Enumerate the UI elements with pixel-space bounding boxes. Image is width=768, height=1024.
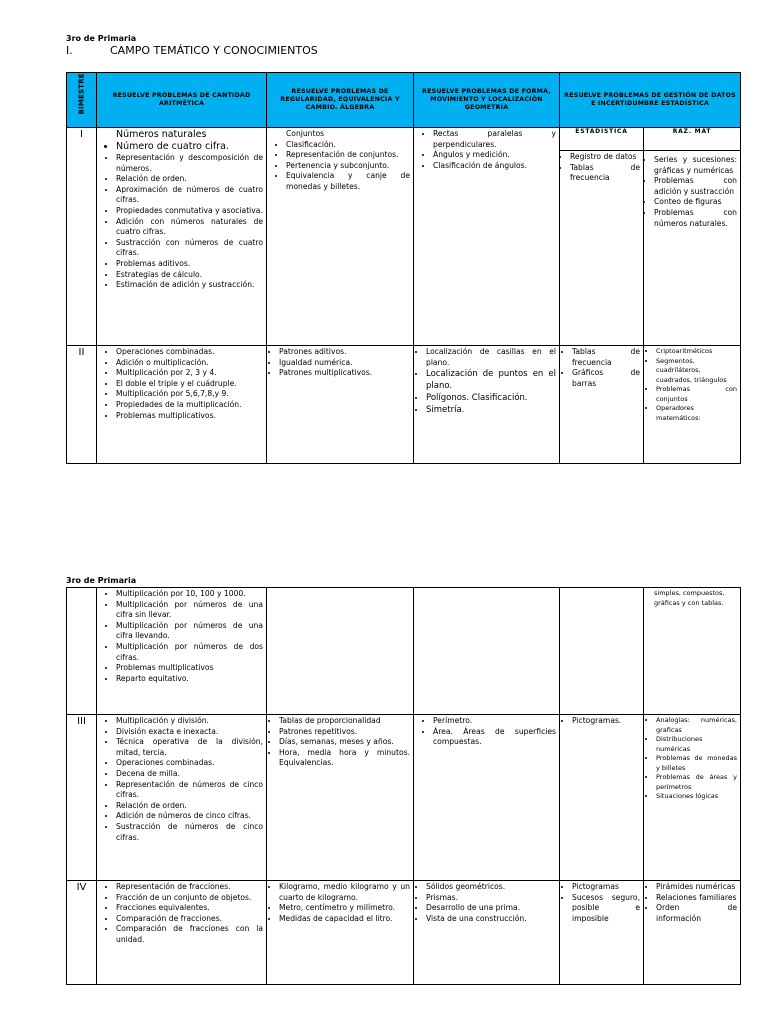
- list-item: • Fracción de un conjunto de objetos.: [116, 893, 263, 904]
- list-item: • Problemas multiplicativos: [116, 663, 263, 674]
- grade-label-page2: 3ro de Primaria: [66, 576, 137, 585]
- list-item: • Multiplicación por números de una cifra llevando.: [116, 621, 263, 642]
- table-row: [67, 128, 741, 346]
- list-item: • Ángulos y medición.: [433, 150, 556, 161]
- list-item: • Segmentos, cuadriláteros, cuadrados, triángulos: [656, 357, 737, 386]
- list-item: • Pictogramas.: [572, 716, 640, 727]
- list-item: • Fracciones equivalentes.: [116, 903, 263, 914]
- list-item: • Clasificación de ángulos.: [433, 161, 556, 172]
- bimestre-number: III: [67, 715, 97, 881]
- cell-regularidad: [267, 588, 414, 715]
- list-item: • Sustracción con números de cuatro cifras.: [116, 238, 263, 259]
- list-item: • Multiplicación y división.: [116, 716, 263, 727]
- list-item: • Simetría.: [426, 404, 556, 416]
- list-item: • Operadores matemáticos:: [656, 404, 737, 423]
- list-item: • División exacta e inexacta.: [116, 727, 263, 738]
- list-item: • Patrones aditivos.: [279, 347, 410, 358]
- list-item: • Registro de datos: [570, 152, 640, 163]
- list-item: • Localización de puntos en el plano.: [426, 368, 556, 392]
- cell-estadistica: [560, 881, 644, 985]
- topic-list: [100, 716, 263, 843]
- list-item: • Aproximación de números de cuatro cifras.: [116, 185, 263, 206]
- list-item: • Vista de una construcción.: [426, 914, 556, 925]
- list-item: • Propiedades conmutativa y asociativa.: [116, 206, 263, 217]
- list-item: • Relación de orden.: [116, 174, 263, 185]
- list-item: • Multiplicación por números de una cifra sin llevar.: [116, 600, 263, 621]
- subheader-estadistica: ESTADISTICA: [560, 128, 643, 151]
- topic-list: [417, 347, 556, 416]
- table-row: [67, 346, 741, 464]
- list-item: • Días, semanas, meses y años.: [279, 737, 410, 748]
- section-title: [66, 44, 318, 57]
- list-item: • Gráficos de barras: [572, 368, 640, 389]
- topic-list: [644, 151, 740, 229]
- cell-estadistica: [560, 588, 644, 715]
- cell-cantidad: [97, 346, 267, 464]
- topic-list: [270, 347, 410, 379]
- list-item: • Estimación de adición y sustracción.: [116, 280, 263, 291]
- topic-title: Números naturales: [116, 129, 207, 140]
- header-bimestre: BIMESTRE: [67, 73, 97, 128]
- list-item: • Representación y descomposición de números.: [116, 153, 263, 174]
- list-item: • Área. Áreas de superficies compuestas.: [433, 727, 556, 748]
- cell-cantidad: [97, 715, 267, 881]
- cell-forma: [414, 881, 560, 985]
- list-item: • Patrones repetitivos.: [279, 727, 410, 738]
- topic-list: [100, 589, 263, 684]
- cell-forma: [414, 715, 560, 881]
- topic-list: [270, 882, 410, 924]
- cell-raz-mat: [644, 715, 741, 881]
- list-item: • Problemas con conjuntos: [656, 385, 737, 404]
- topic-list: [563, 882, 640, 924]
- header-gestion: RESUELVE PROBLEMAS DE GESTIÓN DE DATOS E INCERTIDUMBRE ESTADÍSTICA: [560, 73, 741, 128]
- header-row: [67, 73, 741, 128]
- list-item: • Tablas de frecuencia: [572, 347, 640, 368]
- topic-list: [417, 716, 556, 748]
- list-item: • Igualdad numérica.: [279, 358, 410, 369]
- cell-regularidad: [267, 346, 414, 464]
- topic-list: [100, 347, 263, 421]
- list-item: • Multiplicación por 2, 3 y 4.: [116, 368, 263, 379]
- list-item: • Propiedades de la multiplicación.: [116, 400, 263, 411]
- list-item: • Multiplicación por 5,6,7,8,y 9.: [116, 389, 263, 400]
- list-item: • Hora, media hora y minutos. Equivalencias.: [279, 748, 410, 769]
- list-item: • Perímetro.: [433, 716, 556, 727]
- topic-list: [100, 882, 263, 946]
- list-item: • Multiplicación por 10, 100 y 1000.: [116, 589, 263, 600]
- list-item: • Situaciones lógicas: [656, 792, 737, 802]
- topic-list: [100, 141, 263, 291]
- cell-forma: [414, 346, 560, 464]
- list-item: • Adición con números naturales de cuatro cifras.: [116, 217, 263, 238]
- cell-regularidad: [267, 881, 414, 985]
- list-item: • Pirámides numéricas: [656, 882, 737, 893]
- topic-list: [560, 151, 643, 184]
- list-item: • Representación de conjuntos.: [286, 150, 410, 161]
- list-item: • Clasificación.: [286, 140, 410, 151]
- list-item: • Estrategias de cálculo.: [116, 270, 263, 281]
- cell-forma: [414, 588, 560, 715]
- list-item: • Comparación de fracciones con la unidad.: [116, 924, 263, 945]
- topic-list: [647, 716, 737, 802]
- cell-regularidad: [267, 128, 414, 346]
- bimestre-number: I: [67, 128, 97, 346]
- curriculum-table-page2: [66, 587, 741, 985]
- list-item: • El doble el triple y el cuádruple.: [116, 379, 263, 390]
- list-item: • Orden de información: [656, 903, 737, 924]
- cell-cantidad: [97, 128, 267, 346]
- list-item: • Medidas de capacidad el litro.: [279, 914, 410, 925]
- list-item: • Metro, centímetro y milímetro.: [279, 903, 410, 914]
- list-item: • Conteo de figuras: [654, 197, 737, 208]
- list-item: • Decena de milla.: [116, 769, 263, 780]
- table-row: [67, 881, 741, 985]
- list-item: • Operaciones combinadas.: [116, 347, 263, 358]
- list-item: • Sustracción de números de cinco cifras.: [116, 822, 263, 843]
- cell-raz-mat: [644, 128, 741, 346]
- grade-label: 3ro de Primaria: [66, 34, 137, 43]
- topic-list: [417, 129, 556, 171]
- list-item: • Adición de números de cinco cifras.: [116, 811, 263, 822]
- cell-forma: [414, 128, 560, 346]
- header-forma: RESUELVE PROBLEMAS DE FORMA, MOVIMIENTO Y LOCALIZACIÓN GEOMETRÍA: [414, 73, 560, 128]
- cell-raz-mat: [644, 346, 741, 464]
- list-item: • Pictogramas: [572, 882, 640, 893]
- curriculum-table-page1: [66, 72, 741, 464]
- raz-mat-continuation: simples, compuestos, gráficas y con tablas.: [654, 589, 725, 607]
- list-item: • Problemas de áreas y perímetros: [656, 773, 737, 792]
- list-item: • Adición o multiplicación.: [116, 358, 263, 369]
- list-item: • Equivalencia y canje de monedas y billetes.: [286, 171, 410, 192]
- cell-raz-mat: [644, 881, 741, 985]
- list-item: • Representación de fracciones.: [116, 882, 263, 893]
- cell-cantidad: [97, 588, 267, 715]
- list-item: • Polígonos. Clasificación.: [426, 392, 556, 404]
- topic-title: Conjuntos: [286, 129, 325, 138]
- list-item: • Tablas de frecuencia: [570, 163, 640, 184]
- list-item: • Comparación de fracciones.: [116, 914, 263, 925]
- section-number: I.: [66, 44, 73, 57]
- topic-list: [563, 347, 640, 389]
- list-item: • Multiplicación por números de dos cifras.: [116, 642, 263, 663]
- table-row: [67, 588, 741, 715]
- list-item: • Criptoaritméticos: [656, 347, 737, 357]
- topic-list: [270, 716, 410, 769]
- bimestre-number: IV: [67, 881, 97, 985]
- bimestre-number: [67, 588, 97, 715]
- list-item: • Analogías: numéricas, graficas: [656, 716, 737, 735]
- list-item: • Relación de orden.: [116, 801, 263, 812]
- list-item: • Desarrollo de una prima.: [426, 903, 556, 914]
- list-item: • Operaciones combinadas.: [116, 758, 263, 769]
- topic-list: [647, 882, 737, 924]
- subheader-raz-mat: RAZ. MAT: [644, 128, 740, 151]
- list-item: • Prismas.: [426, 893, 556, 904]
- cell-estadistica: [560, 346, 644, 464]
- list-item: • Problemas multiplicativos.: [116, 411, 263, 422]
- bimestre-number: II: [67, 346, 97, 464]
- list-item: • Series y sucesiones: gráficas y numéricas: [654, 155, 737, 176]
- list-item: • Representación de números de cinco cifras.: [116, 780, 263, 801]
- topic-list: [417, 882, 556, 924]
- list-item: • Sólidos geométricos.: [426, 882, 556, 893]
- list-item: • Técnica operativa de la división, mitad, tercia.: [116, 737, 263, 758]
- list-item: • Problemas con adición y sustracción: [654, 176, 737, 197]
- list-item: • Localización de casillas en el plano.: [426, 347, 556, 368]
- cell-estadistica: [560, 128, 644, 346]
- cell-cantidad: [97, 881, 267, 985]
- table-row: [67, 715, 741, 881]
- topic-list: [270, 140, 410, 193]
- list-item: • Relaciones familiares: [656, 893, 737, 904]
- topic-list: [563, 716, 640, 727]
- cell-estadistica: [560, 715, 644, 881]
- list-item: • Kilogramo, medio kilogramo y un cuarto de kilogramo.: [279, 882, 410, 903]
- section-title-text: CAMPO TEMÁTICO Y CONOCIMIENTOS: [110, 44, 318, 57]
- list-item: • Reparto equitativo.: [116, 674, 263, 685]
- cell-regularidad: [267, 715, 414, 881]
- list-item: • Patrones multiplicativos.: [279, 368, 410, 379]
- list-item: • Número de cuatro cifra.: [116, 141, 263, 153]
- list-item: • Distribuciones numéricas: [656, 735, 737, 754]
- list-item: • Pertenencia y subconjunto.: [286, 161, 410, 172]
- list-item: • Problemas de monedas y billetes: [656, 754, 737, 773]
- list-item: • Problemas aditivos.: [116, 259, 263, 270]
- header-regularidad: RESUELVE PROBLEMAS DE REGULARIDAD, EQUIVALENCIA Y CAMBIO. ÁLGEBRA: [267, 73, 414, 128]
- list-item: • Rectas paralelas y perpendiculares.: [433, 129, 556, 150]
- header-cantidad: RESUELVE PROBLEMAS DE CANTIDAD ARITMÉTICA: [97, 73, 267, 128]
- list-item: • Problemas con números naturales.: [654, 208, 737, 229]
- list-item: • Sucesos seguro, posible e imposible: [572, 893, 640, 925]
- list-item: • Tablas de proporcionalidad: [279, 716, 410, 727]
- cell-raz-mat: [644, 588, 741, 715]
- topic-list: [647, 347, 737, 423]
